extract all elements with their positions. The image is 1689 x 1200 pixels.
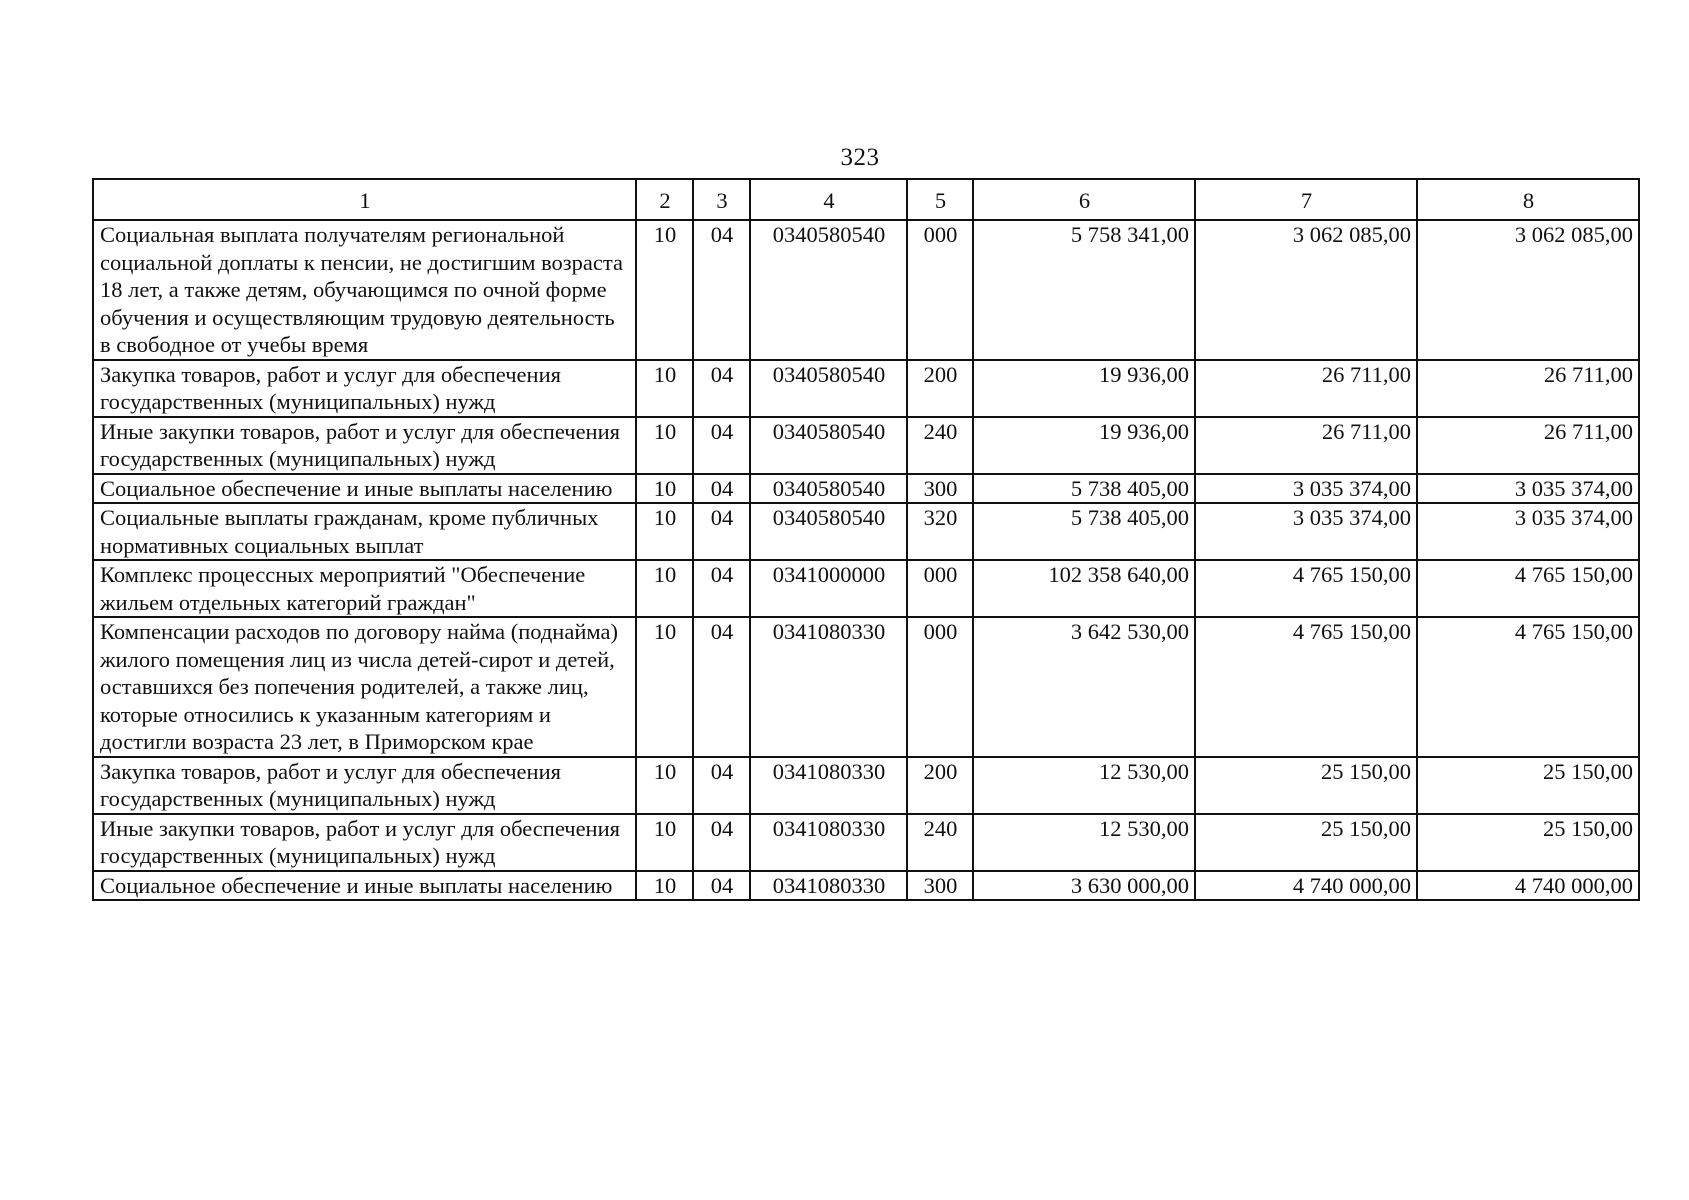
amount-col7-cell: 26 711,00	[1195, 417, 1417, 474]
amount-col8-cell: 4 765 150,00	[1417, 617, 1639, 757]
table-row	[93, 503, 1639, 560]
table-row	[93, 617, 1639, 757]
target-article-cell: 0341080330	[750, 757, 907, 814]
amount-col7-cell: 4 740 000,00	[1195, 871, 1417, 901]
expense-type-cell: 200	[907, 757, 973, 814]
amount-col6-cell: 102 358 640,00	[973, 560, 1195, 617]
table-row	[93, 220, 1639, 360]
subsection-code-cell: 04	[693, 814, 750, 871]
expense-type-cell: 200	[907, 360, 973, 417]
amount-col8-cell: 3 035 374,00	[1417, 474, 1639, 504]
section-code-cell: 10	[636, 474, 693, 504]
row-name-cell: Иные закупки товаров, работ и услуг для обеспечения государственных (муниципальных) нужд	[93, 814, 636, 871]
subsection-code-cell: 04	[693, 871, 750, 901]
column-header: 6	[973, 179, 1195, 220]
table-row	[93, 417, 1639, 474]
amount-col6-cell: 3 642 530,00	[973, 617, 1195, 757]
amount-col6-cell: 5 738 405,00	[973, 474, 1195, 504]
section-code-cell: 10	[636, 560, 693, 617]
amount-col8-cell: 25 150,00	[1417, 814, 1639, 871]
column-header: 1	[93, 179, 636, 220]
section-code-cell: 10	[636, 814, 693, 871]
target-article-cell: 0340580540	[750, 220, 907, 360]
amount-col7-cell: 4 765 150,00	[1195, 617, 1417, 757]
row-name-cell: Социальное обеспечение и иные выплаты населению	[93, 474, 636, 504]
target-article-cell: 0341080330	[750, 814, 907, 871]
subsection-code-cell: 04	[693, 757, 750, 814]
page-number: 323	[840, 144, 880, 171]
column-header: 4	[750, 179, 907, 220]
column-header: 2	[636, 179, 693, 220]
table-row	[93, 757, 1639, 814]
amount-col7-cell: 25 150,00	[1195, 757, 1417, 814]
section-code-cell: 10	[636, 757, 693, 814]
amount-col6-cell: 12 530,00	[973, 757, 1195, 814]
amount-col8-cell: 26 711,00	[1417, 360, 1639, 417]
column-header: 5	[907, 179, 973, 220]
section-code-cell: 10	[636, 220, 693, 360]
amount-col7-cell: 4 765 150,00	[1195, 560, 1417, 617]
amount-col7-cell: 25 150,00	[1195, 814, 1417, 871]
amount-col6-cell: 12 530,00	[973, 814, 1195, 871]
expense-type-cell: 300	[907, 474, 973, 504]
amount-col6-cell: 5 738 405,00	[973, 503, 1195, 560]
subsection-code-cell: 04	[693, 560, 750, 617]
table-body	[93, 220, 1639, 900]
amount-col7-cell: 26 711,00	[1195, 360, 1417, 417]
amount-col7-cell: 3 035 374,00	[1195, 474, 1417, 504]
amount-col8-cell: 25 150,00	[1417, 757, 1639, 814]
subsection-code-cell: 04	[693, 617, 750, 757]
target-article-cell: 0341080330	[750, 871, 907, 901]
row-name-cell: Компенсации расходов по договору найма (поднайма) жилого помещения лиц из числа детей-сирот и детей, оставшихся без попечения родителей, а также лиц, которые относились к указанным категориям и достигли возраста 23 лет, в Приморском крае	[93, 617, 636, 757]
target-article-cell: 0340580540	[750, 417, 907, 474]
row-name-cell: Социальные выплаты гражданам, кроме публичных нормативных социальных выплат	[93, 503, 636, 560]
section-code-cell: 10	[636, 360, 693, 417]
table-row	[93, 871, 1639, 901]
expense-type-cell: 320	[907, 503, 973, 560]
amount-col8-cell: 3 062 085,00	[1417, 220, 1639, 360]
table-row	[93, 814, 1639, 871]
subsection-code-cell: 04	[693, 503, 750, 560]
expense-type-cell: 000	[907, 560, 973, 617]
amount-col6-cell: 19 936,00	[973, 360, 1195, 417]
table-row	[93, 474, 1639, 504]
target-article-cell: 0340580540	[750, 360, 907, 417]
expense-type-cell: 240	[907, 814, 973, 871]
row-name-cell: Закупка товаров, работ и услуг для обеспечения государственных (муниципальных) нужд	[93, 360, 636, 417]
expense-type-cell: 240	[907, 417, 973, 474]
column-header: 8	[1417, 179, 1639, 220]
subsection-code-cell: 04	[693, 417, 750, 474]
amount-col8-cell: 4 740 000,00	[1417, 871, 1639, 901]
target-article-cell: 0341000000	[750, 560, 907, 617]
column-header: 3	[693, 179, 750, 220]
amount-col8-cell: 4 765 150,00	[1417, 560, 1639, 617]
expense-type-cell: 300	[907, 871, 973, 901]
row-name-cell: Социальное обеспечение и иные выплаты населению	[93, 871, 636, 901]
expense-type-cell: 000	[907, 220, 973, 360]
amount-col7-cell: 3 035 374,00	[1195, 503, 1417, 560]
column-header: 7	[1195, 179, 1417, 220]
row-name-cell: Иные закупки товаров, работ и услуг для обеспечения государственных (муниципальных) нужд	[93, 417, 636, 474]
section-code-cell: 10	[636, 503, 693, 560]
amount-col8-cell: 3 035 374,00	[1417, 503, 1639, 560]
row-name-cell: Комплекс процессных мероприятий "Обеспечение жильем отдельных категорий граждан"	[93, 560, 636, 617]
amount-col6-cell: 19 936,00	[973, 417, 1195, 474]
table-header-row	[93, 179, 1639, 220]
section-code-cell: 10	[636, 417, 693, 474]
section-code-cell: 10	[636, 617, 693, 757]
expense-type-cell: 000	[907, 617, 973, 757]
amount-col7-cell: 3 062 085,00	[1195, 220, 1417, 360]
table-row	[93, 560, 1639, 617]
table-row	[93, 360, 1639, 417]
row-name-cell: Закупка товаров, работ и услуг для обеспечения государственных (муниципальных) нужд	[93, 757, 636, 814]
budget-table	[92, 178, 1640, 901]
row-name-cell: Социальная выплата получателям региональной социальной доплаты к пенсии, не достигшим возраста 18 лет, а также детям, обучающимся по очной форме обучения и осуществляющим трудовую деятельность в свободное от учебы время	[93, 220, 636, 360]
amount-col6-cell: 5 758 341,00	[973, 220, 1195, 360]
amount-col6-cell: 3 630 000,00	[973, 871, 1195, 901]
target-article-cell: 0340580540	[750, 474, 907, 504]
subsection-code-cell: 04	[693, 220, 750, 360]
target-article-cell: 0340580540	[750, 503, 907, 560]
target-article-cell: 0341080330	[750, 617, 907, 757]
subsection-code-cell: 04	[693, 360, 750, 417]
subsection-code-cell: 04	[693, 474, 750, 504]
section-code-cell: 10	[636, 871, 693, 901]
amount-col8-cell: 26 711,00	[1417, 417, 1639, 474]
